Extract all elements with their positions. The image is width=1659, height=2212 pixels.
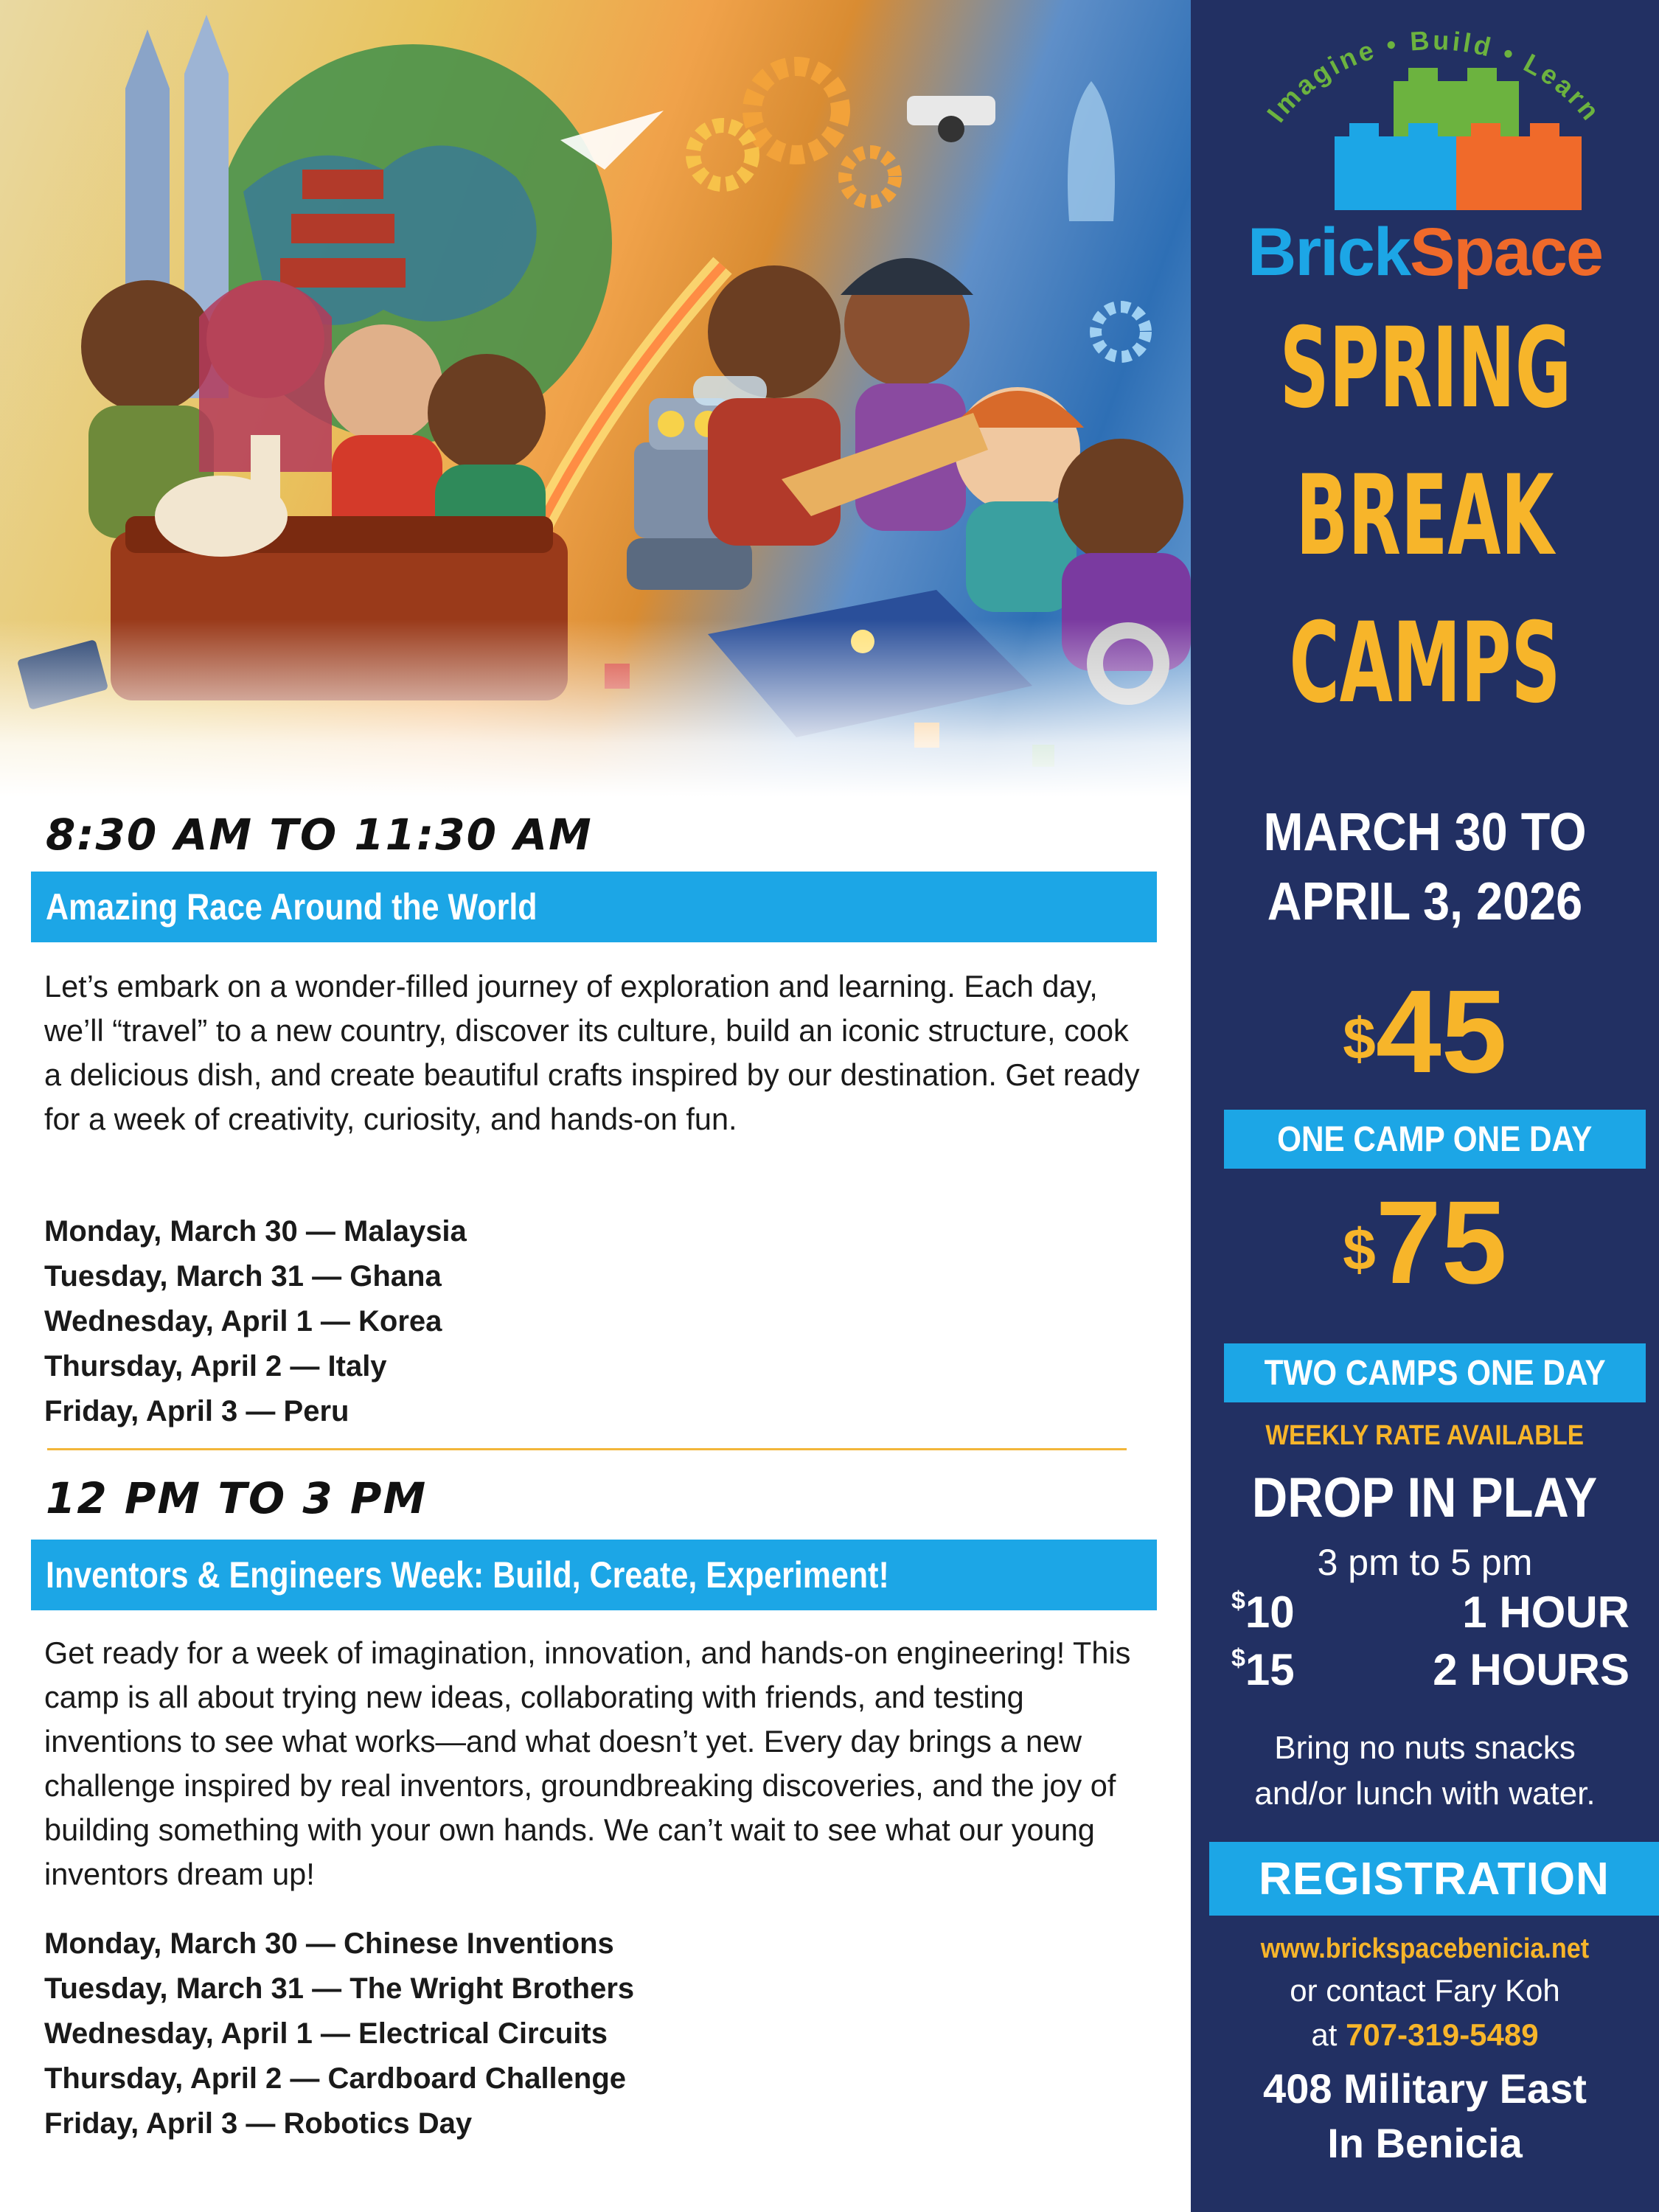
address	[1191, 2062, 1659, 2171]
afternoon-camp-description: Get ready for a week of imagination, innovation, and hands-on engineering! This camp is all about trying new ideas, collaborating with friends, and testing inventions to see what works—and what doesn’t yet. Every day brings a new challenge inspired by real inventors, groundbreaking discoveries, and the joy of building something with your own hands. We can’t wait to see what our young inventors dream up!	[44, 1635, 1131, 1891]
schedule-item: Monday, March 30 — Malaysia	[44, 1215, 467, 1248]
address-line-2: In Benicia	[1327, 2120, 1523, 2166]
schedule-item: Thursday, April 2 — Italy	[44, 1350, 387, 1382]
title-break: BREAK	[1295, 452, 1554, 580]
phone-line	[1191, 2017, 1659, 2053]
currency-symbol: $	[1231, 1644, 1245, 1672]
rate-one-hour-value: 10	[1245, 1587, 1295, 1637]
drop-in-title	[1191, 1466, 1659, 1530]
schedule-item: Friday, April 3 — Peru	[44, 1395, 349, 1427]
currency-symbol: $	[1343, 1217, 1376, 1282]
price-two-camps-label-bar	[1224, 1343, 1646, 1402]
snack-note-line-1: Bring no nuts snacks	[1274, 1730, 1576, 1766]
blue-brick-icon	[1335, 136, 1460, 210]
registration-link[interactable]	[1191, 1933, 1659, 1965]
schedule-item: Wednesday, April 1 — Electrical Circuits	[44, 2017, 608, 2050]
price-one-camp-value: 45	[1375, 965, 1507, 1097]
brickspace-logo	[1224, 29, 1637, 221]
rocket-shape	[1068, 81, 1115, 221]
rate-row-one-hour	[1231, 1587, 1630, 1638]
snack-note-line-2: and/or lunch with water.	[1254, 1775, 1596, 1812]
price-two-camps	[1191, 1176, 1659, 1308]
afternoon-camp-title-bar	[31, 1540, 1157, 1610]
phone-prefix: at	[1311, 2017, 1338, 2052]
hero-fade	[0, 619, 1191, 796]
registration-label: REGISTRATION	[1259, 1853, 1610, 1905]
price-two-camps-label: TWO CAMPS ONE DAY	[1264, 1353, 1606, 1393]
afternoon-camp-title: Inventors & Engineers Week: Build, Create, Experiment!	[46, 1554, 889, 1596]
contact-line: or contact Fary Koh	[1290, 1973, 1560, 2008]
weekly-rate-text: WEEKLY RATE AVAILABLE	[1265, 1420, 1585, 1451]
orange-brick-icon	[1456, 136, 1582, 210]
registration-url[interactable]: www.brickspacebenicia.net	[1260, 1933, 1590, 1964]
title-camps: CAMPS	[1289, 599, 1561, 728]
afternoon-schedule-list	[44, 1921, 634, 2146]
morning-schedule-list	[44, 1209, 467, 1434]
afternoon-time-heading: 12 PM TO 3 PM	[46, 1473, 428, 1523]
registration-bar	[1209, 1842, 1659, 1916]
hero-illustration	[0, 0, 1191, 796]
schedule-item: Tuesday, March 31 — The Wright Brothers	[44, 1972, 635, 2005]
dates-line-1: MARCH 30 TO	[1263, 803, 1587, 862]
schedule-item: Thursday, April 2 — Cardboard Challenge	[44, 2062, 627, 2095]
logo-tagline: Imagine • Build • Learn	[1260, 29, 1607, 128]
morning-camp-title: Amazing Race Around the World	[46, 886, 538, 928]
currency-symbol: $	[1343, 1006, 1376, 1071]
price-two-camps-value: 75	[1375, 1176, 1507, 1308]
section-divider	[47, 1448, 1127, 1450]
title-spring: SPRING	[1279, 305, 1572, 433]
schedule-item: Friday, April 3 — Robotics Day	[44, 2107, 473, 2140]
address-line-1: 408 Military East	[1263, 2065, 1587, 2112]
currency-symbol: $	[1231, 1587, 1245, 1615]
rate-one-hour-price	[1231, 1587, 1295, 1638]
brand-name	[1191, 214, 1659, 291]
schedule-item: Tuesday, March 31 — Ghana	[44, 1260, 442, 1293]
brand-part-space: Space	[1410, 215, 1603, 290]
drop-in-hours: 3 pm to 5 pm	[1317, 1542, 1533, 1583]
rate-one-hour-duration: 1 HOUR	[1462, 1587, 1630, 1637]
brand-part-brick: Brick	[1247, 215, 1411, 290]
morning-camp-title-bar	[31, 872, 1157, 942]
rate-two-hours-duration: 2 HOURS	[1433, 1645, 1630, 1694]
phone-number[interactable]: 707-319-5489	[1346, 2017, 1539, 2052]
child-figure	[81, 280, 214, 413]
dates-line-2: APRIL 3, 2026	[1267, 872, 1583, 931]
morning-time-heading: 8:30 AM TO 11:30 AM	[46, 810, 593, 860]
morning-camp-description: Let’s embark on a wonder-filled journey of exploration and learning. Each day, we’ll “travel” to a new country, discover its culture, build an iconic structure, cook a delicious dish, and create beautiful crafts inspired by our destination. Get ready for a week of creativity, curiosity, and hands-on fun.	[44, 969, 1140, 1136]
price-one-camp	[1191, 965, 1659, 1097]
rate-two-hours-value: 15	[1245, 1645, 1295, 1694]
schedule-item: Wednesday, April 1 — Korea	[44, 1305, 442, 1338]
rate-row-two-hours	[1231, 1644, 1630, 1695]
schedule-item: Monday, March 30 — Chinese Inventions	[44, 1927, 614, 1960]
weekly-rate-note	[1191, 1420, 1659, 1452]
drop-in-title-text: DROP IN PLAY	[1252, 1467, 1598, 1529]
price-one-camp-label-bar	[1224, 1110, 1646, 1169]
price-one-camp-label: ONE CAMP ONE DAY	[1277, 1119, 1593, 1159]
rate-two-hours-price	[1231, 1644, 1295, 1695]
